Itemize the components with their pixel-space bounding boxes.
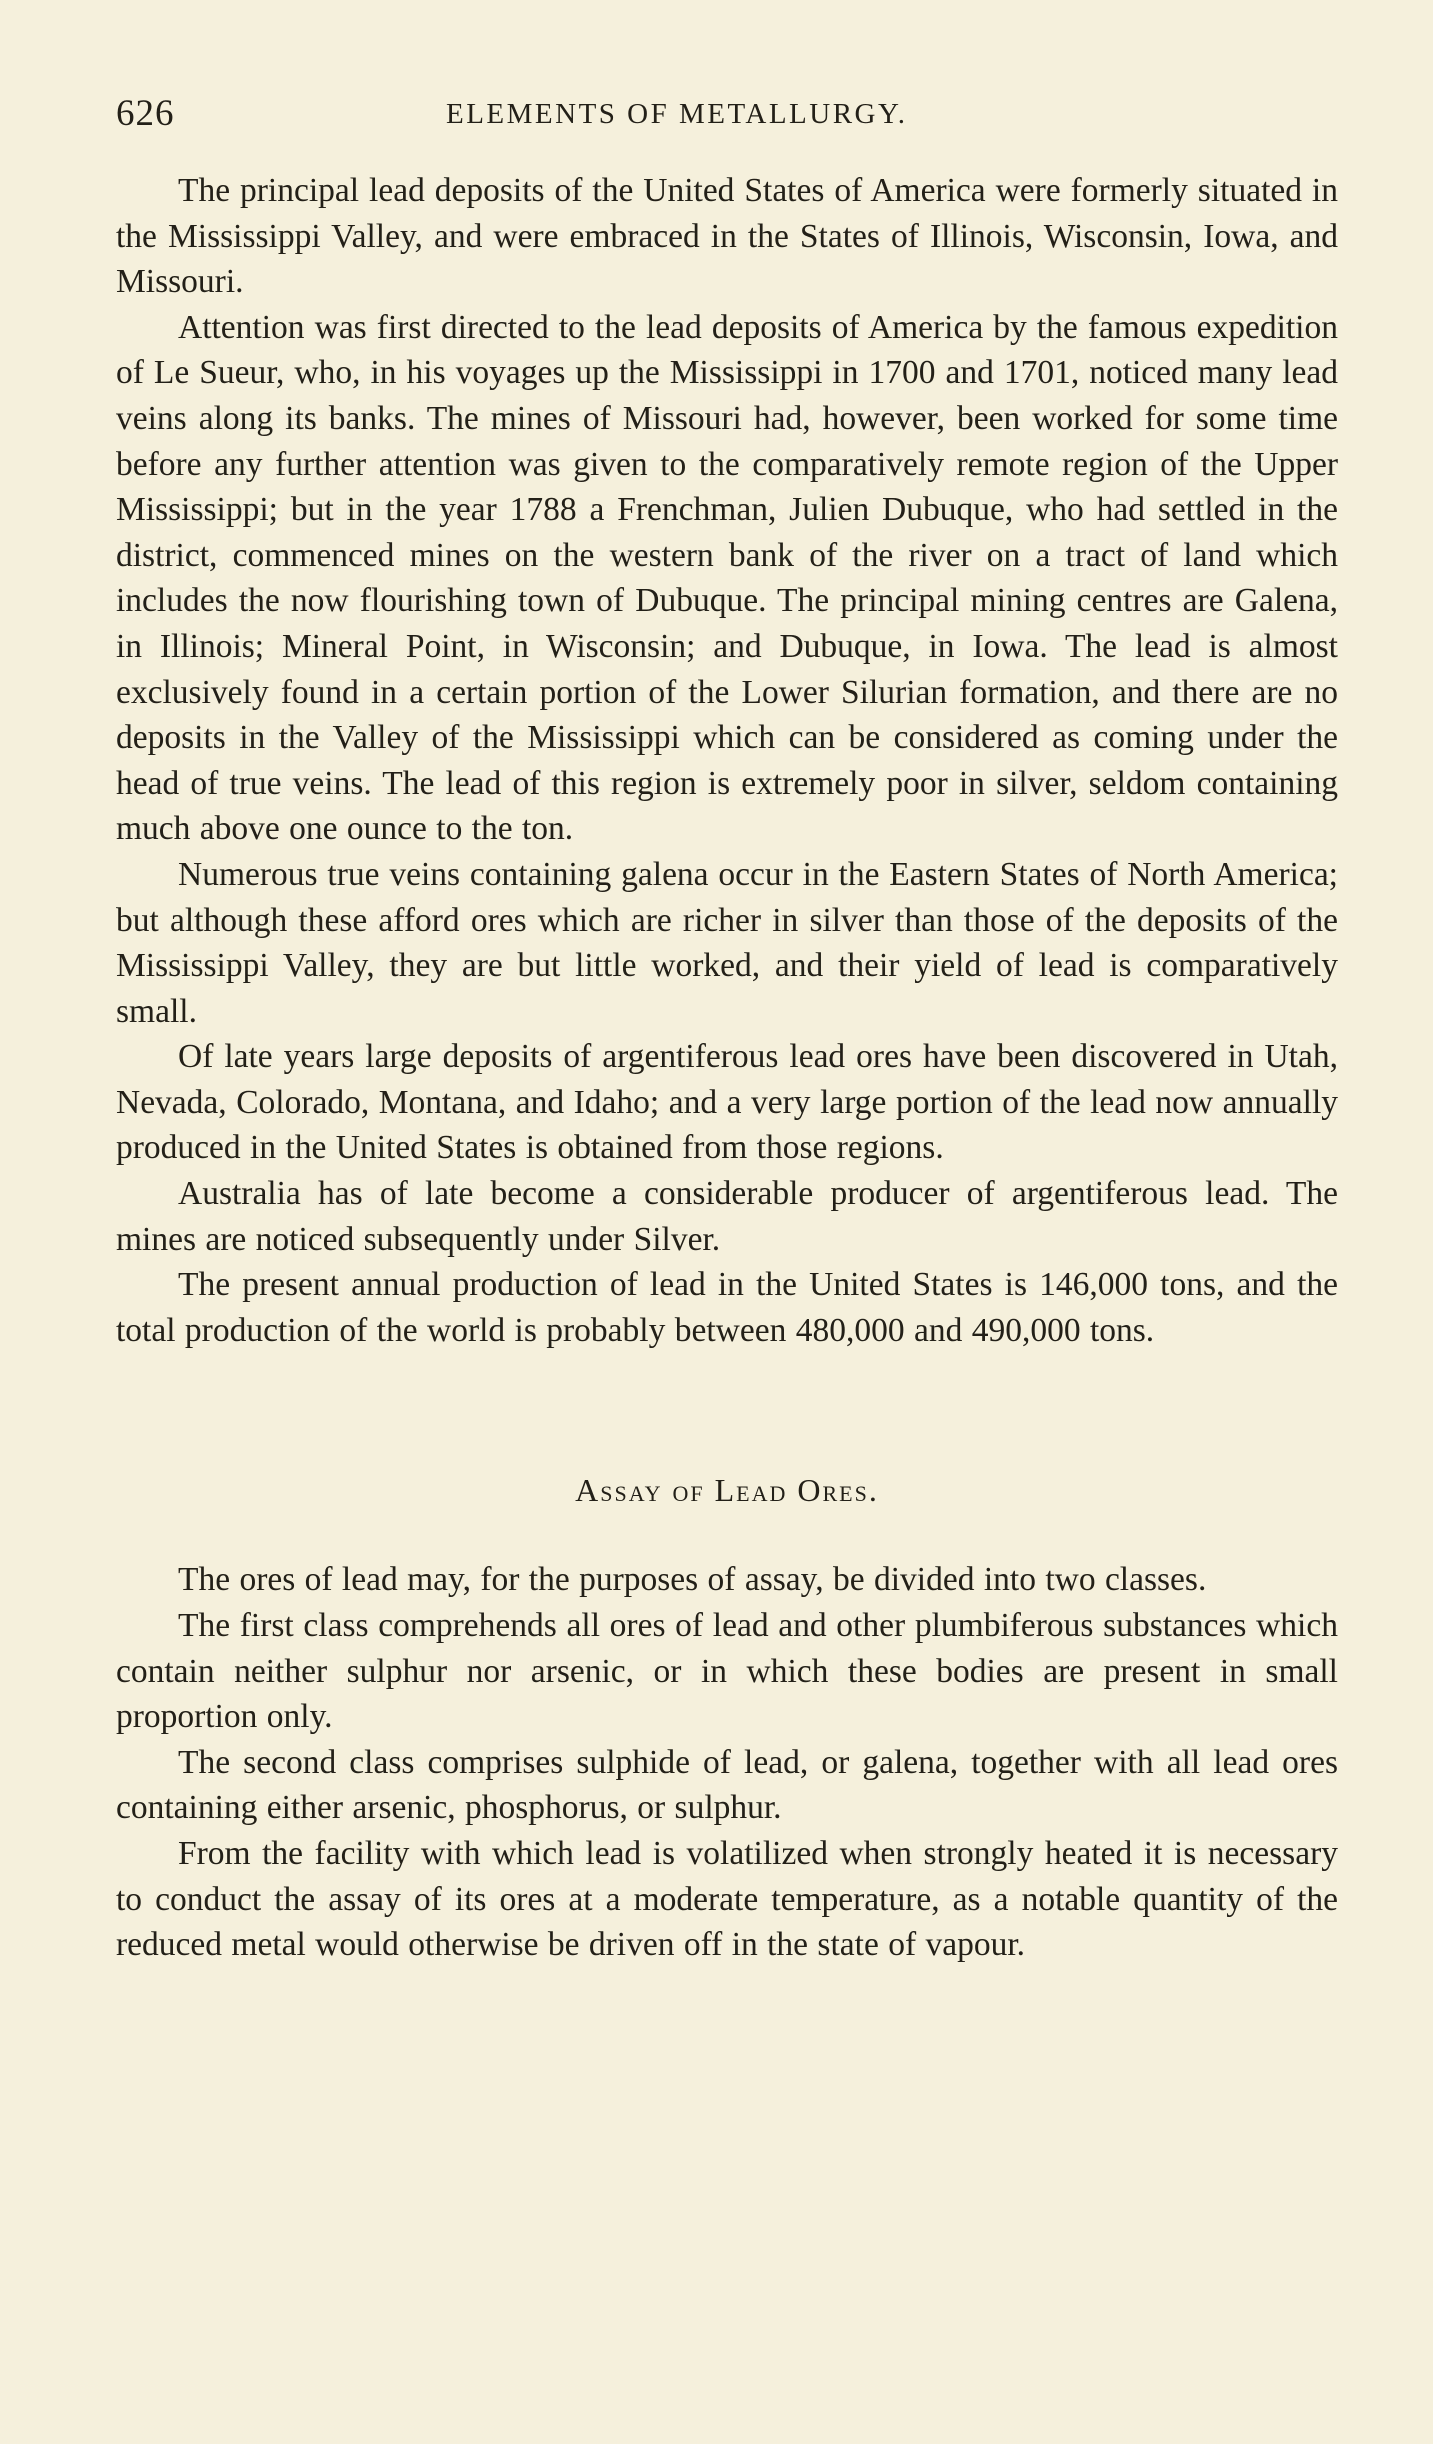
running-title: ELEMENTS OF METALLURGY. [446,98,908,130]
section-text [116,1557,1338,1967]
paragraph-history: Attention was first directed to the lead deposits of America by the famous expedition of Le Sueur, who, in his voyages up the Mississippi in 1700 and 1701, noticed many lead veins along its banks. The mines of Missouri had, however, been worked for some time before any further attention was given to the comparatively remote region of the Upper Mississippi; but in the year 1788 a Frenchman, Julien Dubuque, who had settled in the district, commenced mines on the western bank of the river on a tract of land which includes the now flourishing town of Dubuque. The principal mining centres are Galena, in Illinois; Mineral Point, in Wisconsin; and Dubuque, in Iowa. The lead is almost exclusively found in a certain portion of the Lower Silurian formation, and there are no deposits in the Valley of the Mississippi which can be considered as coming under the head of true veins. The lead of this region is extremely poor in silver, seldom containing much above one ounce to the ton. [116,308,1338,848]
paragraph-volatilization: From the facility with which lead is volatilized when strongly heated it is necessary to conduct the assay of its ores at a moderate temperature, as a notable quantity of the reduced metal would otherwise be driven off in the state of vapour. [116,1835,1338,1964]
paragraph-argentiferous-west: Of late years large deposits of argentiferous lead ores have been discovered in Utah, Nevada, Colorado, Montana, and Idaho; and a very large portion of the lead now annually produced in the United States is obtained from those regions. [116,1038,1338,1167]
paragraph-australia: Australia has of late become a considerable producer of argentiferous lead. The mines are noticed subsequently under Silver. [116,1175,1338,1258]
book-page [116,92,1338,1968]
paragraph-first-class: The first class comprehends all ores of lead and other plumbiferous substances which contain neither sulphur nor arsenic, or in which these bodies are present in small proportion only. [116,1607,1338,1736]
paragraph-classes: The ores of lead may, for the purposes of assay, be divided into two classes. [178,1561,1207,1599]
page-number: 626 [116,93,175,134]
running-head [116,92,1338,140]
paragraph-eastern-states: Numerous true veins containing galena occur in the Eastern States of North America; but although these afford ores which are richer in silver than those of the deposits of the Mississippi Valley, they are but little worked, and their yield of lead is comparatively small. [116,855,1338,1030]
body-text [116,168,1338,1353]
paragraph-production: The present annual production of lead in the United States is 146,000 tons, and the total production of the world is probably between 480,000 and 490,000 tons. [116,1266,1338,1349]
paragraph-us-deposits: The principal lead deposits of the United States of America were formerly situated in the Mississippi Valley, and were embraced in the States of Illinois, Wisconsin, Iowa, and Missouri. [116,172,1338,301]
section-heading: Assay of Lead Ores. [575,1472,879,1509]
paragraph-second-class: The second class comprises sulphide of lead, or galena, together with all lead ores containing either arsenic, phosphorus, or sulphur. [116,1743,1338,1827]
